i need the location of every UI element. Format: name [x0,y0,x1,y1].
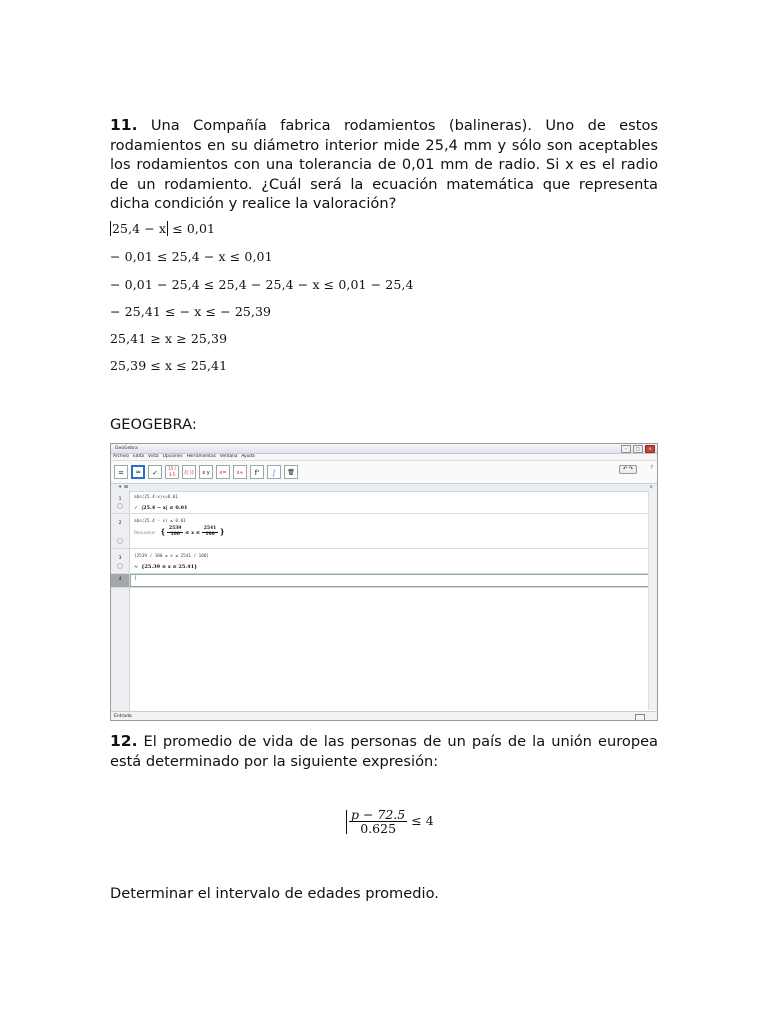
formula-rest: ≤ 4 [411,813,434,829]
tool-nsolve[interactable]: x≈ [233,465,247,479]
cas-row-2[interactable]: 2 abs(25.4 - x) ≤ 0.01 Resuelve: { $\frac{2539}{100}$ ≤ x ≤ $\frac{2541}{100}$ } [111,514,657,549]
tool-substitute[interactable]: x y [199,465,213,479]
geogebra-titlebar [111,444,657,454]
vertical-scrollbar[interactable] [648,490,657,710]
menu-ayuda[interactable]: Ayuda [241,454,255,459]
maximize-icon[interactable]: □ [633,445,643,453]
keyboard-icon[interactable] [635,714,645,721]
menu-edita[interactable]: Edita [133,454,145,459]
cas-row-3[interactable]: 3 {2539 / 100 ≤ x ≤ 2541 / 100} ≈ {25.39 ≤ x ≤ 25.41} [111,549,657,574]
menu-opciones[interactable]: Opciones [162,454,183,459]
menu-herramientas[interactable]: Herramientas [186,454,216,459]
geogebra-label: GEOGEBRA: [110,416,197,433]
tool-factor[interactable]: 15 / 3·5 [165,465,179,479]
geogebra-menubar [111,454,657,461]
step-1-rest: ≤ 0,01 [172,221,216,236]
tool-solve[interactable]: x= [216,465,230,479]
help-icon[interactable]: ? [650,465,653,471]
undo-redo-icon[interactable]: ↶ ↷ [619,465,637,474]
cas-row-3-input[interactable]: {2539 / 100 ≤ x ≤ 2541 / 100} [134,554,210,559]
problem-11-text: Una Compañía fabrica rodamientos (balineras). Uno de estos rodamientos en su diámetro interior mide 25,4 mm y sólo son aceptables los rodamientos con una tolerancia de 0,01 mm de radio. Si x es el radio de un rodamiento. ¿Cuál será la ecuación matemática que representa dicha condición y realice la valoración? [110,117,659,212]
entry-label: Entrada [114,714,132,719]
input-bar[interactable] [111,711,657,720]
menu-vista[interactable]: Vista [148,454,159,459]
problem-11 [110,116,658,214]
close-view-icon[interactable]: × [649,485,653,490]
minimize-icon[interactable]: – [621,445,631,453]
cas-row-2-output: Resuelve: { $\frac{2539}{100}$ ≤ x ≤ $\frac{2541}{100}$ } [134,526,225,537]
formula [346,808,434,835]
tool-integral[interactable]: ∫ [267,465,281,479]
cas-row-4-input[interactable]: | [130,574,657,587]
tool-expand[interactable]: (( )) [182,465,196,479]
problem-12 [110,732,658,771]
cas-row-4[interactable]: 4 | [111,574,657,588]
tool-derivative[interactable]: f' [250,465,264,479]
tool-keep-input[interactable]: ✓ [148,465,162,479]
step-1 [110,221,215,236]
menu-archivo[interactable]: Archivo [113,454,130,459]
cas-view [111,490,657,710]
step-3: − 0,01 − 25,4 ≤ 25,4 − 25,4 − x ≤ 0,01 − 25,4 [110,277,414,292]
geogebra-toolbar [111,461,657,484]
closing-text: Determinar el intervalo de edades promedio. [110,885,439,902]
menu-ventana[interactable]: Ventana [219,454,238,459]
geogebra-title: GeoGebra [115,446,138,451]
step-1-absolute: 25,4 − x [112,221,167,236]
step-6: 25,39 ≤ x ≤ 25,41 [110,358,228,373]
cas-row-3-output: ≈ {25.39 ≤ x ≤ 25.41} [134,564,198,570]
formula-fraction: $\frac{p - 72.5}{0.625}$ [351,807,406,837]
problem-12-number: 12. [110,732,138,750]
step-5: 25,41 ≥ x ≥ 25,39 [110,331,228,346]
step-2: − 0,01 ≤ 25,4 − x ≤ 0,01 [110,249,273,264]
tool-evaluate[interactable]: = [114,465,128,479]
problem-12-text: El promedio de vida de las personas de un país de la unión europea está determinado por la siguiente expresión: [110,733,659,770]
geogebra-window [110,443,658,721]
cas-row-2-input[interactable]: abs(25.4 - x) ≤ 0.01 [134,519,186,524]
tool-numeric[interactable]: ≈ [131,465,145,479]
cas-row-1-input[interactable]: abs(25.4-x)<=0.01 [134,495,178,500]
cas-view-header: ▾ ⊞ × [111,484,657,492]
trash-icon[interactable]: 🗑 [284,465,298,479]
problem-11-number: 11. [110,116,138,134]
cas-empty-area[interactable] [111,588,657,712]
close-icon[interactable]: × [645,445,655,453]
cas-row-1[interactable]: 1 abs(25.4-x)<=0.01 ✓ |25.4 − x| ≤ 0.01 [111,490,657,514]
step-4: − 25,41 ≤ − x ≤ − 25,39 [110,304,272,319]
cas-row-1-output: ✓ |25.4 − x| ≤ 0.01 [134,505,188,511]
